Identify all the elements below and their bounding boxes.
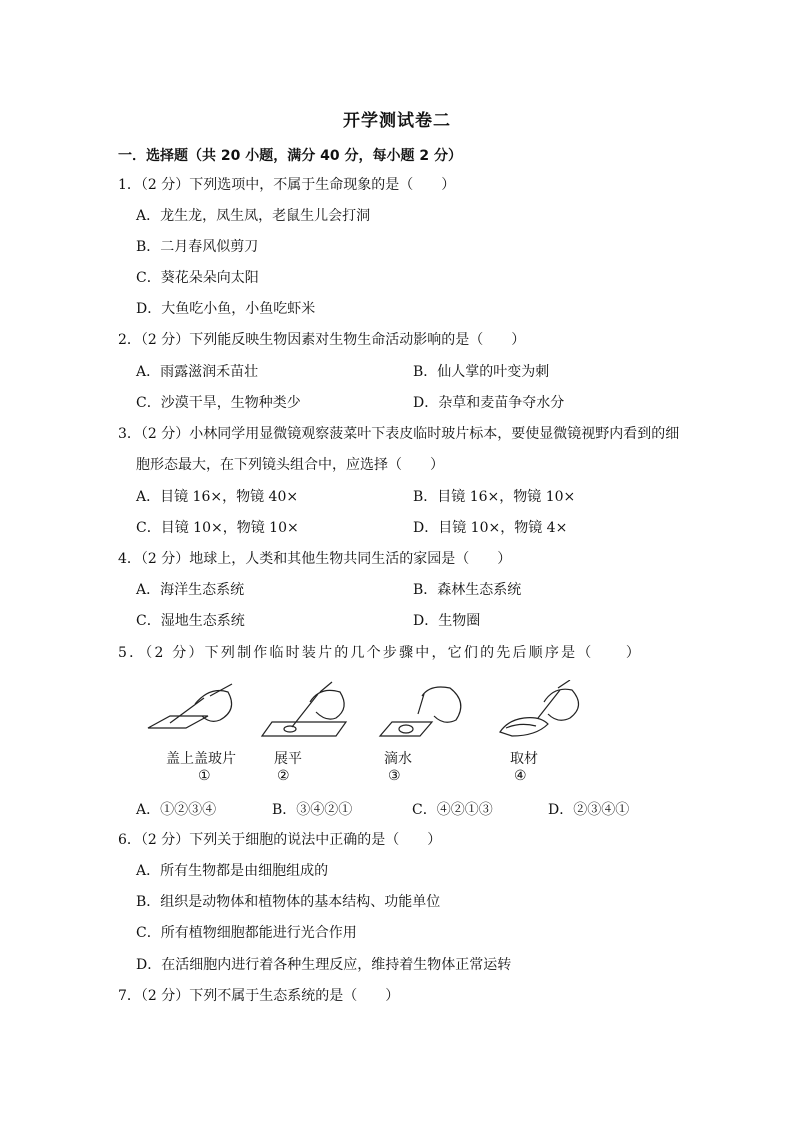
- question-6-option-c: C．所有植物细胞都能进行光合作用: [136, 925, 357, 941]
- figure-label-4: 取材: [510, 751, 538, 767]
- question-3-stem: 3．（2 分）小林同学用显微镜观察菠菜叶下表皮临时玻片标本，要使显微镜视野内看到的细: [118, 426, 680, 442]
- question-7-stem: 7．（2 分）下列不属于生态系统的是（ ）: [118, 988, 400, 1004]
- question-6-option-a: A．所有生物都是由细胞组成的: [136, 863, 329, 879]
- question-4-option-d: D．生物圈: [413, 613, 481, 629]
- question-1-option-d: D．大鱼吃小鱼，小鱼吃虾米: [136, 301, 316, 317]
- question-2-option-b: B．仙人掌的叶变为刺: [413, 364, 550, 380]
- question-2-option-d: D．杂草和麦苗争夺水分: [413, 395, 565, 411]
- question-3-option-a: A．目镜 16×，物镜 40×: [136, 489, 299, 505]
- question-1-option-a: A．龙生龙，凤生凤，老鼠生儿会打洞: [136, 208, 371, 224]
- question-3-option-d: D．目镜 10×，物镜 4×: [413, 520, 568, 536]
- question-5-option-b: B．③④②①: [272, 802, 353, 818]
- question-1-option-b: B．二月春风似剪刀: [136, 239, 259, 255]
- question-1-stem: 1．（2 分）下列选项中，不属于生命现象的是（ ）: [118, 177, 456, 193]
- page-title: 开学测试卷二: [343, 111, 451, 131]
- question-4-option-a: A．海洋生态系统: [136, 582, 245, 598]
- question-6-stem: 6．（2 分）下列关于细胞的说法中正确的是（ ）: [118, 832, 442, 848]
- question-3-option-c: C．目镜 10×，物镜 10×: [136, 520, 299, 536]
- figure-number-2: ②: [277, 768, 290, 784]
- figure-number-1: ①: [198, 768, 211, 784]
- question-2-option-a: A．雨露滋润禾苗壮: [136, 364, 259, 380]
- question-5-option-c: C．④②①③: [412, 802, 493, 818]
- figure-label-1: 盖上盖玻片: [166, 751, 236, 767]
- flatten-step-drawing: [262, 682, 346, 736]
- question-6-option-d: D．在活细胞内进行着各种生理反应，维持着生物体正常运转: [136, 957, 512, 973]
- figure-label-3: 滴水: [384, 751, 412, 767]
- question-5-option-d: D．②③④①: [548, 802, 630, 818]
- question-1-option-c: C．葵花朵朵向太阳: [136, 270, 259, 286]
- figure-label-2: 展平: [274, 751, 302, 767]
- question-4-option-c: C．湿地生态系统: [136, 613, 245, 629]
- figure-number-3: ③: [388, 768, 401, 784]
- slide-steps-illustration: [140, 680, 600, 740]
- question-3-option-b: B．目镜 16×，物镜 10×: [413, 489, 576, 505]
- question-5-option-a: A．①②③④: [136, 802, 217, 818]
- question-2-stem: 2．（2 分）下列能反映生物因素对生物生命活动影响的是（ ）: [118, 332, 526, 348]
- question-6-option-b: B．组织是动物体和植物体的基本结构、功能单位: [136, 894, 441, 910]
- take-material-step-drawing: [500, 680, 579, 736]
- figure-number-4: ④: [514, 768, 527, 784]
- section-heading: 一．选择题（共 20 小题，满分 40 分，每小题 2 分）: [118, 148, 462, 164]
- question-5-stem: 5．（2 分）下列制作临时装片的几个步骤中，它们的先后顺序是（ ）: [118, 645, 643, 661]
- drop-water-step-drawing: [380, 687, 461, 736]
- slide-preparation-figure: [140, 680, 600, 740]
- question-4-stem: 4．（2 分）地球上，人类和其他生物共同生活的家园是（ ）: [118, 551, 512, 567]
- question-3-stem-continued: 胞形态最大，在下列镜头组合中，应选择（ ）: [136, 457, 444, 473]
- question-2-option-c: C．沙漠干旱，生物种类少: [136, 395, 301, 411]
- question-4-option-b: B．森林生态系统: [413, 582, 522, 598]
- cover-glass-step-drawing: [148, 684, 232, 728]
